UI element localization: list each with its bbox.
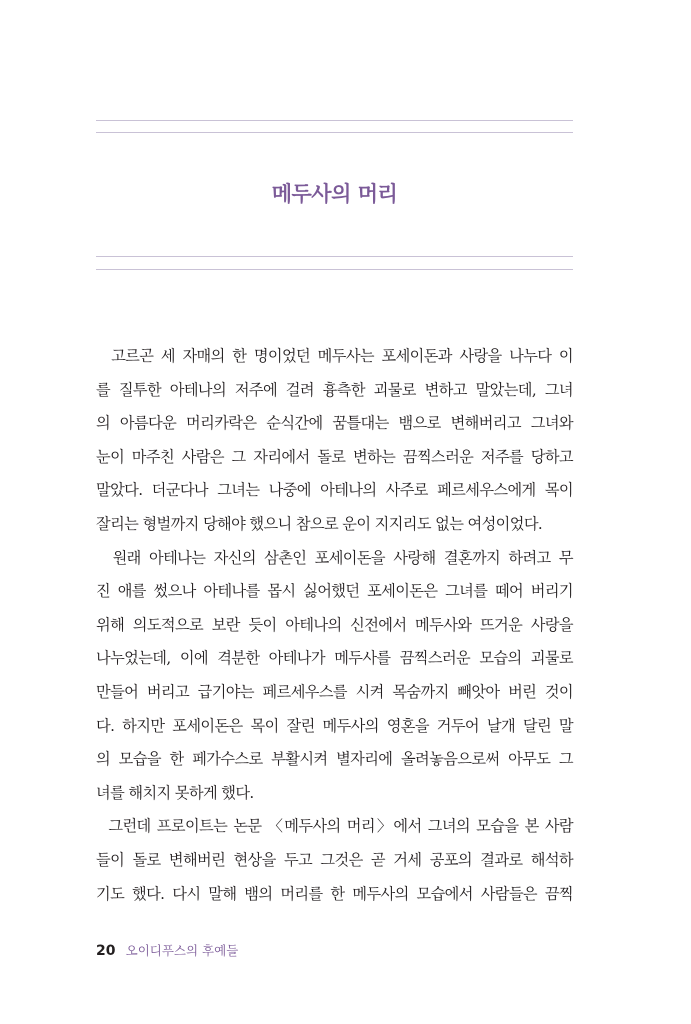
chapter-title: 메두사의 머리 (271, 182, 398, 206)
body-text (96, 340, 573, 911)
text-line: 녀를 해치지 못하게 했다. (96, 783, 254, 802)
header-rule-top-2 (96, 132, 573, 133)
text-line: 말았다. 더군다나 그녀는 나중에 아테나의 사주로 페르세우스에게 목이 (96, 481, 573, 500)
text-line: 진 애를 썼으나 아테나를 몹시 싫어했던 포세이돈은 그녀를 떼어 버리기 (96, 582, 573, 601)
text-line: 기도 했다. 다시 말해 뱀의 머리를 한 메두사의 모습에서 사람들은 끔찍 (96, 884, 573, 903)
text-line: 위해 의도적으로 보란 듯이 아테나의 신전에서 메두사와 뜨거운 사랑을 (96, 615, 573, 634)
text-line: 원래 아테나는 자신의 삼촌인 포세이돈을 사랑해 결혼까지 하려고 무 (96, 548, 573, 567)
text-line: 그런데 프로이트는 논문 〈메두사의 머리〉에서 그녀의 모습을 본 사람 (96, 817, 573, 836)
text-line: 고르곤 세 자매의 한 명이었던 메두사는 포세이돈과 사랑을 나누다 이 (96, 347, 573, 365)
text-line: 의 아름다운 머리카락은 순식간에 꿈틀대는 뱀으로 변해버리고 그녀와 (96, 414, 573, 433)
running-book-title: 오이디푸스의 후예들 (125, 943, 239, 958)
header-rule-bottom-2 (96, 269, 573, 270)
text-line: 들이 돌로 변해버린 현상을 두고 그것은 곧 거세 공포의 결과로 해석하 (96, 850, 573, 869)
text-line: 다. 하지만 포세이돈은 목이 잘린 메두사의 영혼을 거두어 날개 달린 말 (96, 716, 573, 735)
text-line: 의 모습을 한 페가수스로 부활시켜 별자리에 올려놓음으로써 아무도 그 (96, 750, 573, 769)
page-number: 20 (96, 943, 116, 959)
text-line: 를 질투한 아테나의 저주에 걸려 흉측한 괴물로 변하고 말았는데, 그녀 (96, 380, 573, 399)
text-line: 나누었는데, 이에 격분한 아테나가 메두사를 끔찍스러운 모습의 괴물로 (96, 649, 573, 668)
text-line: 눈이 마주친 사람은 그 자리에서 돌로 변하는 끔찍스러운 저주를 당하고 (96, 447, 573, 466)
header-rule-bottom-1 (96, 256, 573, 257)
header-rule-top-1 (96, 120, 573, 121)
text-line: 잘리는 형벌까지 당해야 했으니 참으로 운이 지지리도 없는 여성이었다. (96, 514, 543, 533)
text-line: 만들어 버리고 급기야는 페르세우스를 시켜 목숨까지 빼앗아 버린 것이 (96, 682, 573, 701)
page-footer (96, 941, 238, 959)
